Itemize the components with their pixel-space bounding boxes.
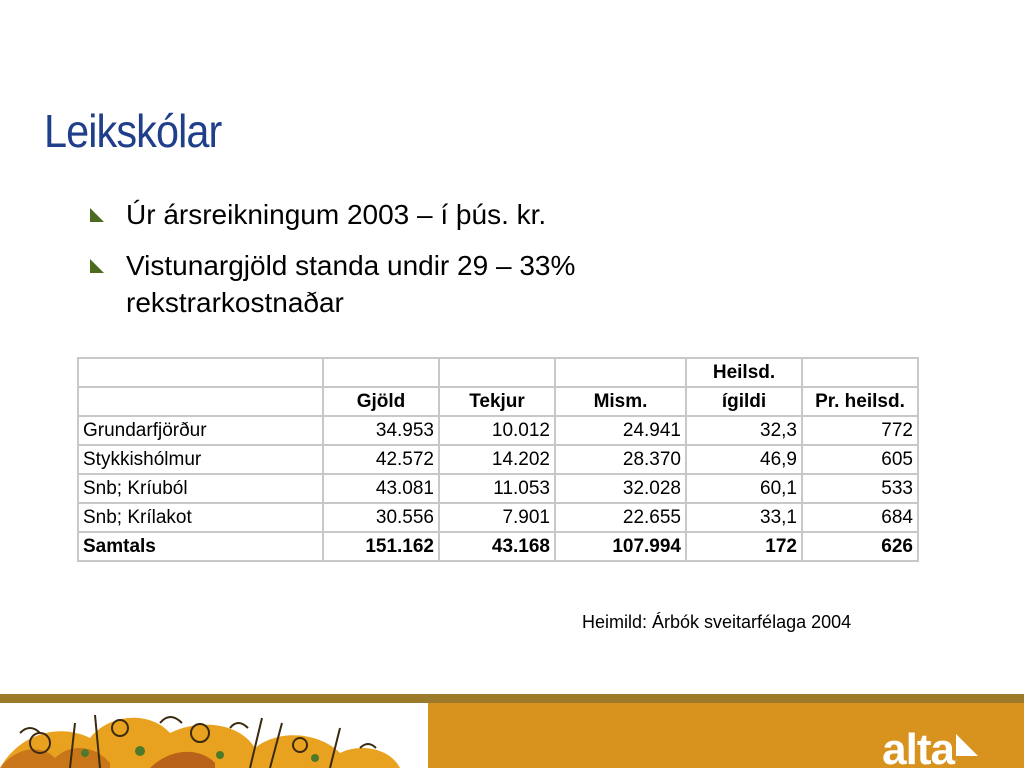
total-gjold: 151.162 (323, 532, 439, 561)
footer-brand-band (428, 703, 1024, 774)
header-cell (802, 358, 918, 387)
cell-tekjur: 14.202 (439, 445, 555, 474)
bullet-text: Úr ársreikningum 2003 – í þús. kr. (126, 199, 547, 230)
logo-text: alta (882, 725, 954, 774)
header-cell: Tekjur (439, 387, 555, 416)
cell-tekjur: 7.901 (439, 503, 555, 532)
table-row (78, 445, 918, 474)
cell-heilsd: 32,3 (686, 416, 802, 445)
header-cell (439, 358, 555, 387)
row-label: Snb; Kríuból (78, 474, 323, 503)
cell-mism: 22.655 (555, 503, 686, 532)
header-cell (555, 358, 686, 387)
cell-mism: 32.028 (555, 474, 686, 503)
header-cell: Pr. heilsd. (802, 387, 918, 416)
source-note: Heimild: Árbók sveitarfélaga 2004 (582, 612, 852, 632)
header-cell: ígildi (686, 387, 802, 416)
header-cell: Heilsd. (686, 358, 802, 387)
footer-divider (0, 694, 1024, 703)
logo-triangle-icon (956, 717, 978, 767)
total-label: Samtals (78, 532, 323, 561)
table-header-row (78, 387, 918, 416)
header-cell (78, 387, 323, 416)
total-heilsd: 172 (686, 532, 802, 561)
cell-heilsd: 60,1 (686, 474, 802, 503)
header-cell: Gjöld (323, 387, 439, 416)
total-mism: 107.994 (555, 532, 686, 561)
cell-gjold: 43.081 (323, 474, 439, 503)
total-pr-heilsd: 626 (802, 532, 918, 561)
decorative-art (0, 703, 428, 768)
table-row (78, 416, 918, 445)
row-label: Snb; Krílakot (78, 503, 323, 532)
cell-pr-heilsd: 772 (802, 416, 918, 445)
table-row (78, 503, 918, 532)
row-label: Stykkishólmur (78, 445, 323, 474)
cell-gjold: 30.556 (323, 503, 439, 532)
total-tekjur: 43.168 (439, 532, 555, 561)
header-cell (323, 358, 439, 387)
data-table (77, 357, 919, 562)
header-cell (78, 358, 323, 387)
cell-tekjur: 10.012 (439, 416, 555, 445)
bullet-list (90, 196, 730, 335)
header-cell: Mism. (555, 387, 686, 416)
cell-pr-heilsd: 605 (802, 445, 918, 474)
alta-logo (882, 717, 978, 775)
table-total-row (78, 532, 918, 561)
table-row (78, 474, 918, 503)
cell-gjold: 34.953 (323, 416, 439, 445)
triangle-bullet-icon (90, 259, 104, 273)
bullet-item (90, 196, 730, 233)
cell-mism: 28.370 (555, 445, 686, 474)
slide-title: Leikskólar (44, 105, 222, 157)
bullet-item (90, 247, 730, 321)
cell-heilsd: 33,1 (686, 503, 802, 532)
table-header-row (78, 358, 918, 387)
cell-pr-heilsd: 533 (802, 474, 918, 503)
bullet-text: Vistunargjöld standa undir 29 – 33% rekstrarkostnaðar (126, 250, 576, 318)
cell-tekjur: 11.053 (439, 474, 555, 503)
cell-gjold: 42.572 (323, 445, 439, 474)
cell-mism: 24.941 (555, 416, 686, 445)
cell-pr-heilsd: 684 (802, 503, 918, 532)
triangle-bullet-icon (90, 208, 104, 222)
cell-heilsd: 46,9 (686, 445, 802, 474)
row-label: Grundarfjörður (78, 416, 323, 445)
